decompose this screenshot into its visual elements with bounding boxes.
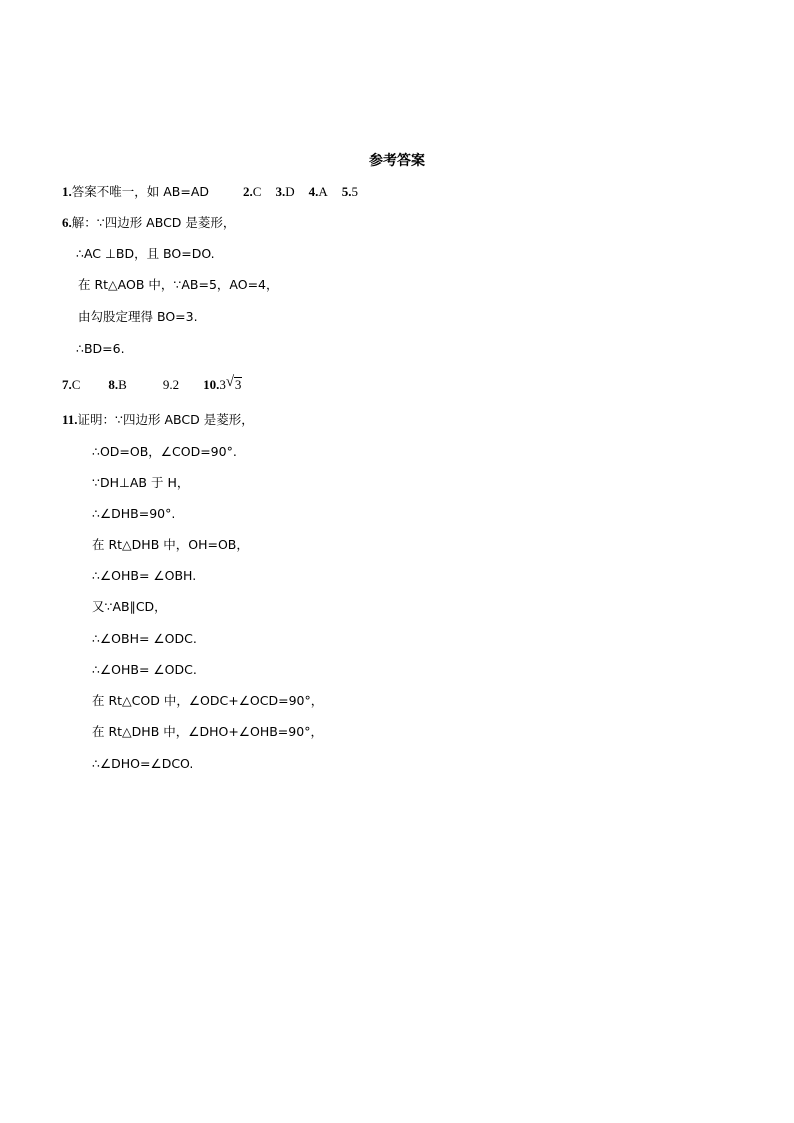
page-title: 参考答案 [369,153,425,169]
q11-head [62,411,254,429]
radical-sign: √ [225,374,235,390]
q5-answer: 5 [351,184,358,199]
q6-line: ∴AC ⊥BD，且 BO=DO. [76,246,215,261]
q7-answer: C [71,377,81,392]
q11-line: 在 Rt△DHB 中，OH=OB， [92,537,249,552]
q11-line: ∴∠OBH= ∠ODC. [92,631,197,646]
q11-line: ∴OD=OB，∠COD=90°. [92,444,237,459]
q7-number: 7. [62,377,72,392]
q5-number: 5. [341,184,352,199]
q6-number: 6. [62,215,72,230]
q4-answer: A [318,184,328,199]
q11-head-text: 证明：∵四边形 ABCD 是菱形， [77,412,254,427]
q11-number: 11. [62,412,78,427]
q2-number: 2. [243,184,253,199]
q3-number: 3. [275,184,286,199]
answers-1-to-5 [62,183,358,201]
q4-number: 4. [308,184,319,199]
q3-answer: D [285,184,295,199]
q6-head [62,214,235,232]
q10-number: 10. [203,377,220,392]
q10-sqrt [226,376,243,394]
q11-line: ∴∠OHB= ∠ODC. [92,662,197,677]
q8-number: 8. [108,377,119,392]
q6-line: 由勾股定理得 BO=3. [78,309,198,324]
q11-line: 在 Rt△COD 中，∠ODC+∠OCD=90°， [92,693,324,708]
q1-answer: 答案不唯一，如 AB=AD [71,184,210,199]
q11-line: ∴∠DHB=90°. [92,506,176,521]
q6-line: ∴BD=6. [76,341,125,356]
answers-7-to-10 [62,376,242,394]
q8-answer: B [118,377,127,392]
q11-line: ∵DH⊥AB 于 H， [92,475,190,490]
q11-line: 在 Rt△DHB 中，∠DHO+∠OHB=90°， [92,724,323,739]
q11-line: ∴∠OHB= ∠OBH. [92,568,197,583]
q11-line: 又∵AB∥CD， [92,599,167,614]
q9-answer: 9.2 [162,377,180,392]
q1-number: 1. [62,184,72,199]
q11-line: ∴∠DHO=∠DCO. [92,756,194,771]
q10-coefficient: 3 [219,377,226,392]
q2-answer: C [252,184,262,199]
q6-head-text: 解：∵四边形 ABCD 是菱形， [71,215,236,230]
q6-line: 在 Rt△AOB 中，∵AB=5，AO=4， [78,277,279,292]
q10-radicand: 3 [234,377,242,392]
